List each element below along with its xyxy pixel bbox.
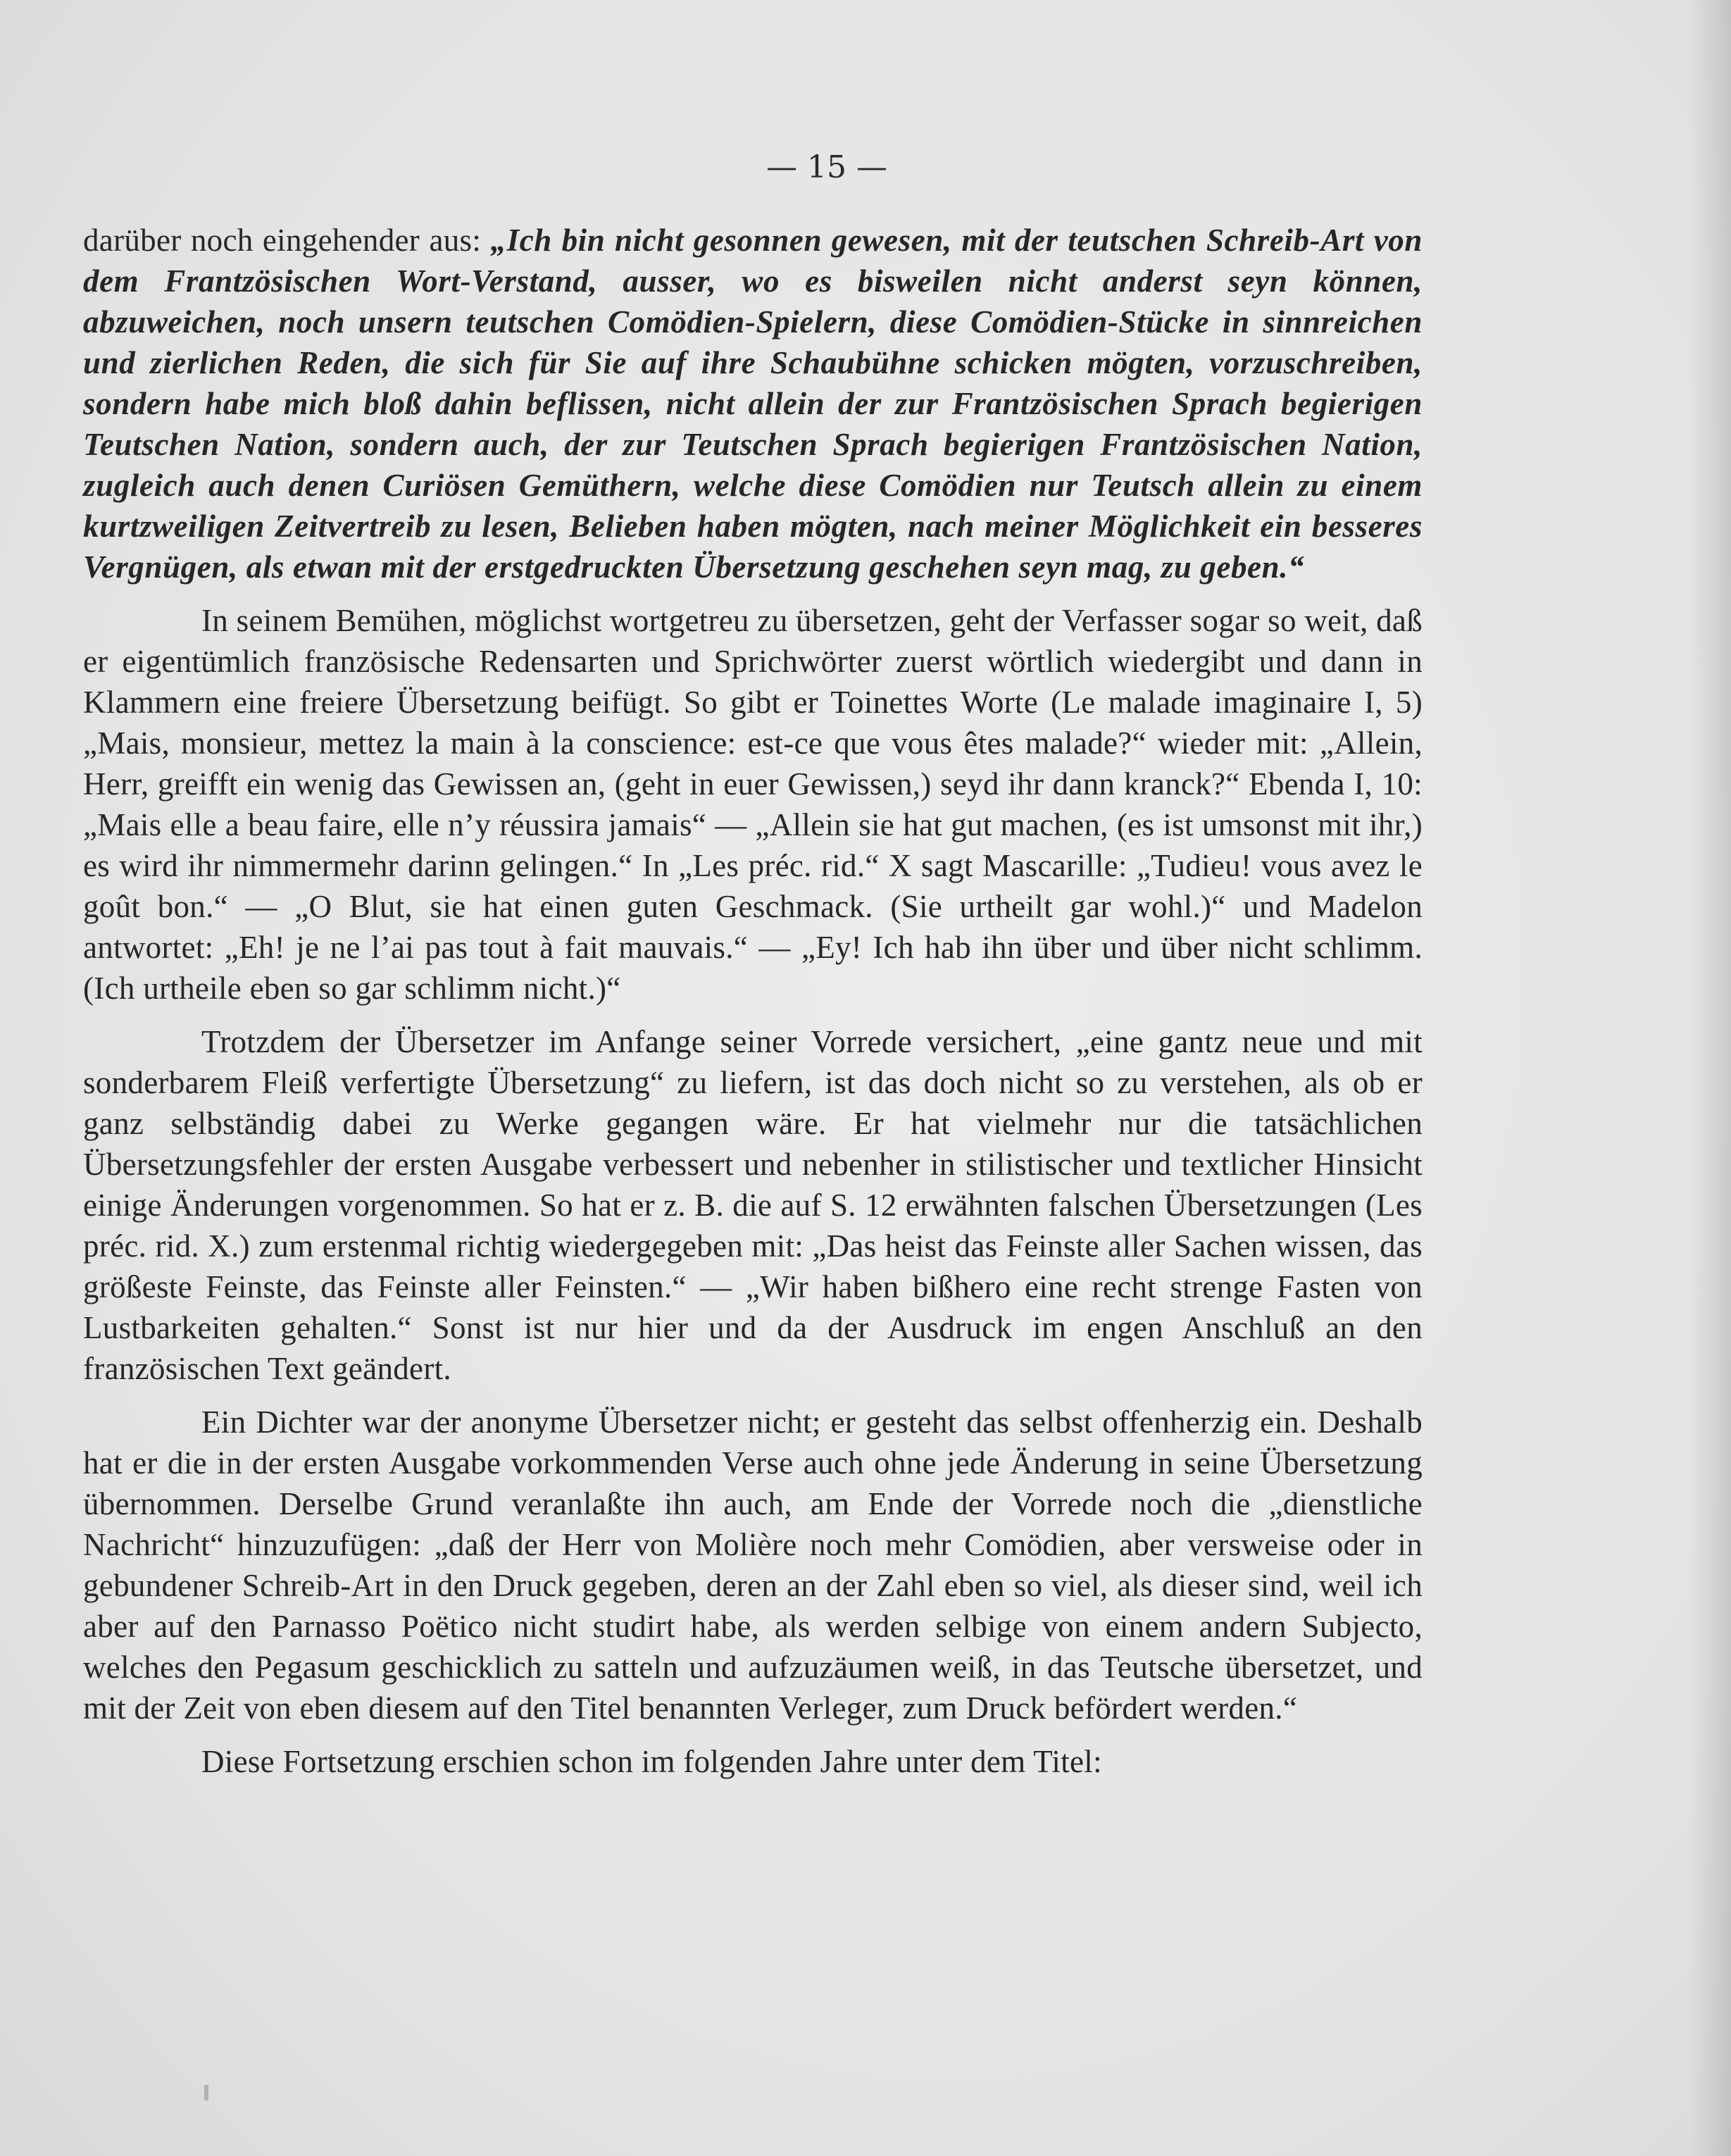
paragraph-2: In seinem Bemühen, möglichst wortgetreu zu übersetzen, geht der Verfasser sogar so weit, daß er eigentümlich französische Redensarten und Sprichwörter zuerst wörtlich wiedergibt und dann in Klammern eine freiere Übersetzung beifügt. So gibt er Toinettes Worte (Le malade imaginaire I, 5) „Mais, monsieur, mettez la main à la conscience: est-ce que vous êtes malade?“ wieder mit: „Allein, Herr, greifft ein wenig das Gewissen an, (geht in euer Gewissen,) seyd ihr dann kranck?“ Ebenda I, 10: „Mais elle a beau faire, elle n’y réussira jamais“ — „Allein sie hat gut machen, (es ist umsonst mit ihr,) es wird ihr nimmermehr darinn gelingen.“ In „Les préc. rid.“ X sagt Mascarille: „Tudieu! vous avez le goût bon.“ — „O Blut, sie hat einen guten Geschmack. (Sie urtheilt gar wohl.)“ und Madelon antwortet: „Eh! je ne l’ai pas tout à fait mauvais.“ — „Ey! Ich hab ihn über und über nicht schlimm. (Ich urtheile eben so gar schlimm nicht.)“ xyxy=(83,603,1423,1006)
paragraph-1-quote: „Ich bin nicht gesonnen gewesen, mit der teutschen Schreib-Art von dem Frantzösischen Wort-Verstand, ausser, wo es bisweilen nicht anderst seyn können, abzuweichen, noch unsern teutschen Comödien-Spielern, diese Comödien-Stücke in sinnreichen und zierlichen Reden, die sich für Sie auf ihre Schaubühne schicken mögten, vorzuschreiben, sondern habe mich bloß dahin beflissen, nicht allein der zur Frantzösischen Sprach begierigen Teutschen Nation, sondern auch, der zur Teutschen Sprach begierigen Frantzösischen Nation, zugleich auch denen Curiösen Gemüthern, welche diese Comödien nur Teutsch allein zu einem kurtzweiligen Zeitvertreib zu lesen, Belieben haben mögten, nach meiner Möglichkeit ein besseres Vergnügen, als etwan mit der erstgedruckten Übersetzung geschehen seyn mag, zu geben.“ xyxy=(83,223,1423,585)
scan-speck xyxy=(204,2085,208,2100)
paragraph-4: Ein Dichter war der anonyme Übersetzer nicht; er gesteht das selbst offenherzig ein. Deshalb hat er die in der ersten Ausgabe vorkommenden Verse auch ohne jede Änderung in seine Übersetzung übernommen. Derselbe Grund veranlaßte ihn auch, am Ende der Vorrede noch die „dienstliche Nachricht“ hinzuzufügen: „daß der Herr von Molière noch mehr Comödien, aber versweise oder in gebundener Schreib-Art in den Druck gegeben, deren an der Zahl eben so viel, als dieser sind, weil ich aber auf den Parnasso Poëtico nicht studirt habe, als werden selbige von einem andern Subjecto, welches den Pegasum geschicklich zu satteln und aufzuzäumen weiß, in das Teutsche übersetzet, und mit der Zeit von eben diesem auf den Titel benannten Verleger, zum Druck befördert werden.“ xyxy=(83,1404,1423,1726)
paragraph-1-lead: darüber noch eingehender aus: xyxy=(83,223,491,258)
page-edge-shadow xyxy=(1689,0,1731,2156)
paragraph-1 xyxy=(83,220,1423,587)
body-text xyxy=(83,220,1423,1795)
paragraph-3: Trotzdem der Übersetzer im Anfange seiner Vorrede versichert, „eine gantz neue und mit sonderbarem Fleiß verfertigte Übersetzung“ zu liefern, ist das doch nicht so zu verstehen, als ob er ganz selbständig dabei zu Werke gegangen wäre. Er hat vielmehr nur die tatsächlichen Übersetzungsfehler der ersten Ausgabe verbessert und nebenher in stilistischer und textlicher Hinsicht einige Änderungen vorgenommen. So hat er z. B. die auf S. 12 erwähnten falschen Übersetzungen (Les préc. rid. X.) zum erstenmal richtig wiedergegeben mit: „Das heist das Feinste aller Sachen wissen, das größeste Feinste, das Feinste aller Feinsten.“ — „Wir haben bißhero eine recht strenge Fasten von Lustbarkeiten gehalten.“ Sonst ist nur hier und da der Ausdruck im engen Anschluß an den französischen Text geändert. xyxy=(83,1024,1423,1386)
page-number xyxy=(0,149,1731,185)
page-number-text: — 15 — xyxy=(766,149,887,185)
paragraph-5: Diese Fortsetzung erschien schon im folgenden Jahre unter dem Titel: xyxy=(201,1744,1102,1779)
